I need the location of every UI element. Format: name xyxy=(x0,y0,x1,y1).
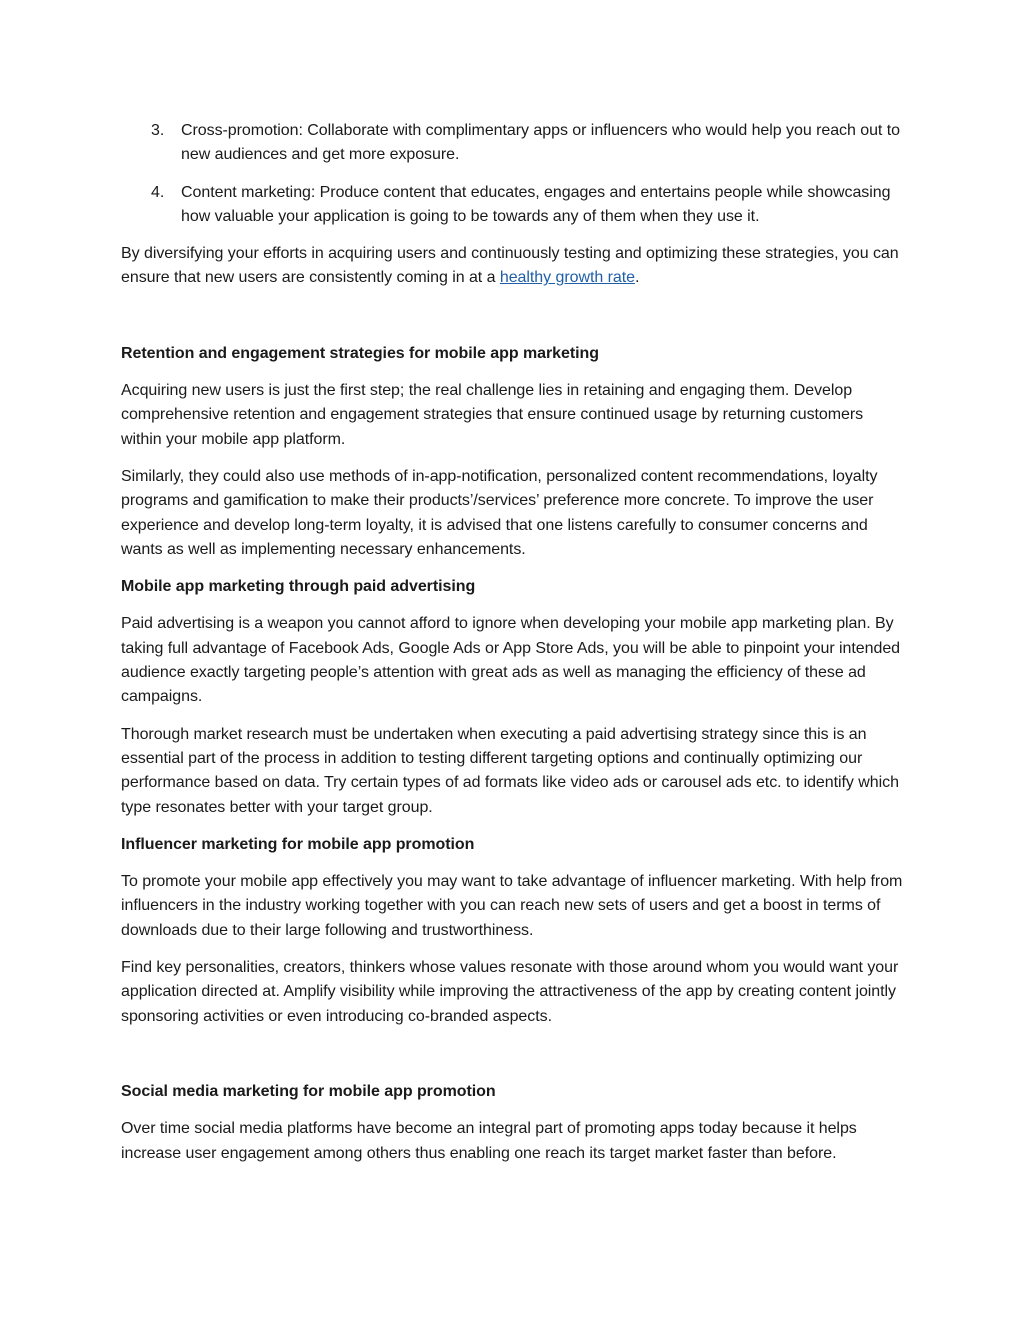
heading-social-media-marketing: Social media marketing for mobile app promotion xyxy=(121,1082,496,1100)
paragraph: Acquiring new users is just the first step; the real challenge lies in retaining and engaging them. Develop comprehensive retention and engagement strategies that ensure continued usage by returning customers within your mobile app platform. xyxy=(121,382,864,448)
spacer xyxy=(121,1042,907,1080)
paragraph: Over time social media platforms have become an integral part of promoting apps today because it helps increase user engagement among others thus enabling one reach its target market faster than before. xyxy=(121,1120,857,1162)
paragraph: Similarly, they could also use methods of in-app-notification, personalized content recommendations, loyalty programs and gamification to make their products’/services’ preference more concrete. To improve the user experience and develop long-term loyalty, it is advised that one listens carefully to consumer concerns and wants as well as implementing necessary enhancements. xyxy=(121,467,878,558)
list-number: 3. xyxy=(151,122,165,139)
list-item xyxy=(121,119,907,168)
list-item-text: Content marketing: Produce content that educates, engages and entertains people while showcasing how valuable your application is going to be towards any of them when they use it. xyxy=(181,183,891,225)
paragraph: To promote your mobile app effectively you may want to take advantage of influencer marketing. With help from influencers in the industry working together with you can reach new sets of users and get a boost in terms of downloads due to their large following and trustworthiness. xyxy=(121,873,903,939)
list-number: 4. xyxy=(151,183,165,201)
intro-text-after: . xyxy=(634,269,640,287)
document-page xyxy=(121,119,907,1179)
intro-paragraph xyxy=(121,242,907,291)
healthy-growth-rate-link[interactable]: healthy growth rate xyxy=(499,269,635,287)
paragraph: Paid advertising is a weapon you cannot afford to ignore when developing your mobile app marketing plan. By taking full advantage of Facebook Ads, Google Ads or App Store Ads, you will be able to pinpoint your intended audience exactly targeting people’s attention with great ads as well as managing the efficiency of these ad campaigns. xyxy=(121,615,901,706)
intro-text-before: By diversifying your efforts in acquiring users and continuously testing and optimizing these strategies, you can ensure that new users are consistently coming in at a xyxy=(121,245,899,287)
list-item xyxy=(121,181,907,230)
heading-paid-advertising: Mobile app marketing through paid advertising xyxy=(121,578,476,596)
list-item-text: Cross-promotion: Collaborate with complimentary apps or influencers who would help you reach out to new audiences and get more exposure. xyxy=(181,122,900,164)
paragraph: Find key personalities, creators, thinkers whose values resonate with those around whom you would want your application directed at. Amplify visibility while improving the attractiveness of the app by creating content jointly sponsoring activities or even introducing co-branded aspects. xyxy=(121,959,899,1025)
heading-retention: Retention and engagement strategies for mobile app marketing xyxy=(121,344,599,362)
heading-influencer-marketing: Influencer marketing for mobile app promotion xyxy=(121,835,475,853)
spacer xyxy=(121,304,907,342)
paragraph: Thorough market research must be undertaken when executing a paid advertising strategy since this is an essential part of the process in addition to testing different targeting options and continually optimizing our performance based on data. Try certain types of ad formats like video ads or carousel ads etc. to identify which type resonates better with your target group. xyxy=(121,725,899,816)
